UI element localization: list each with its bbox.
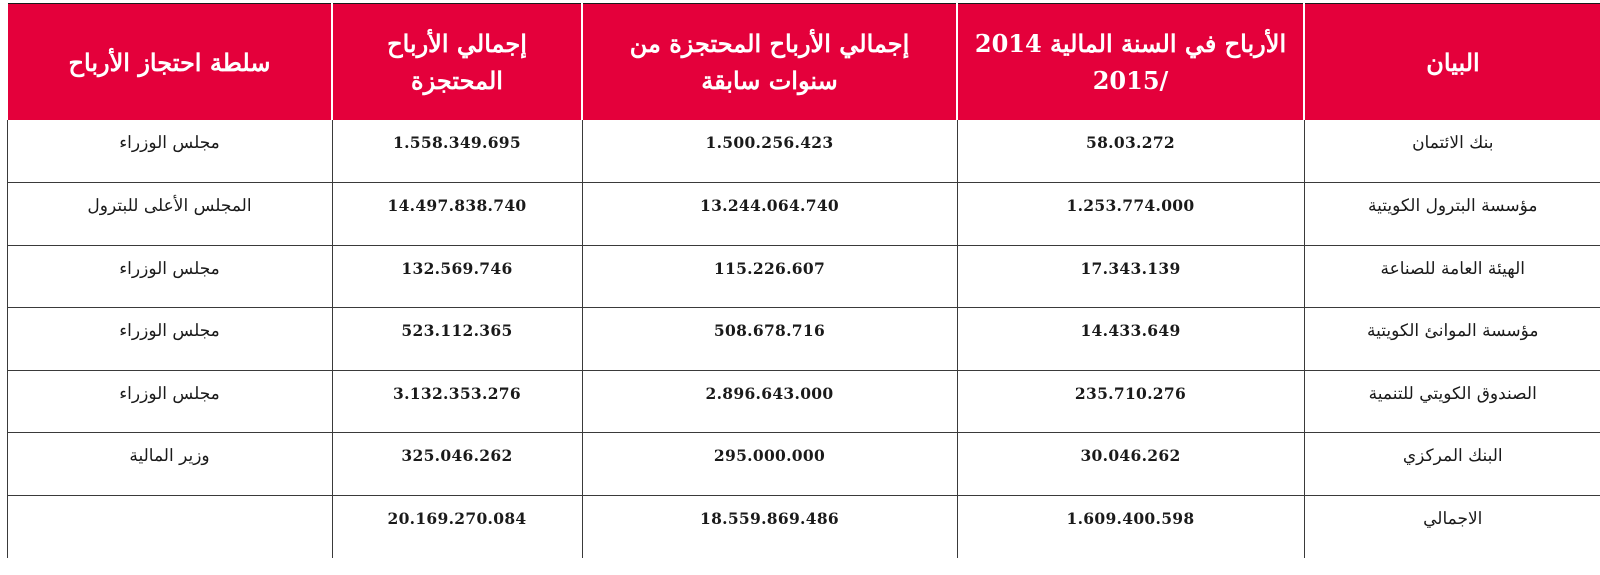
cell-authority: مجلس الوزراء bbox=[7, 120, 332, 183]
cell-entity: مؤسسة الموانئ الكويتية bbox=[1304, 308, 1600, 371]
cell-authority: مجلس الوزراء bbox=[7, 370, 332, 433]
cell-prior-profits: 2.896.643.000 bbox=[582, 370, 957, 433]
cell-total-profits: 325.046.262 bbox=[332, 433, 582, 496]
header-profits-fiscal-year: الأرباح في السنة المالية 2014 /2015 bbox=[957, 4, 1304, 121]
cell-total-profits: 3.132.353.276 bbox=[332, 370, 582, 433]
cell-authority: مجلس الوزراء bbox=[7, 245, 332, 308]
table-row bbox=[7, 183, 1600, 246]
cell-year-profits: 1.253.774.000 bbox=[957, 183, 1304, 246]
cell-entity: الهيئة العامة للصناعة bbox=[1304, 245, 1600, 308]
table-header-row bbox=[7, 4, 1600, 121]
cell-total-profits: 523.112.365 bbox=[332, 308, 582, 371]
cell-entity: مؤسسة البترول الكويتية bbox=[1304, 183, 1600, 246]
cell-entity: البنك المركزي bbox=[1304, 433, 1600, 496]
retained-profits-table bbox=[6, 3, 1600, 558]
table-row bbox=[7, 370, 1600, 433]
cell-year-profits: 235.710.276 bbox=[957, 370, 1304, 433]
header-prior-retained-profits: إجمالي الأرباح المحتجزة من سنوات سابقة bbox=[582, 4, 957, 121]
cell-entity: بنك الائتمان bbox=[1304, 120, 1600, 183]
table-row bbox=[7, 120, 1600, 183]
cell-grand-total-profits: 20.169.270.084 bbox=[332, 495, 582, 558]
cell-authority: المجلس الأعلى للبترول bbox=[7, 183, 332, 246]
cell-prior-profits: 295.000.000 bbox=[582, 433, 957, 496]
table-total-row bbox=[7, 495, 1600, 558]
cell-total-profits: 132.569.746 bbox=[332, 245, 582, 308]
cell-year-profits: 58.03.272 bbox=[957, 120, 1304, 183]
cell-total-prior-profits: 18.559.869.486 bbox=[582, 495, 957, 558]
header-retention-authority: سلطة احتجاز الأرباح bbox=[7, 4, 332, 121]
cell-total-authority bbox=[7, 495, 332, 558]
cell-prior-profits: 13.244.064.740 bbox=[582, 183, 957, 246]
retained-profits-table-container bbox=[6, 3, 1600, 572]
table-row bbox=[7, 245, 1600, 308]
cell-total-year-profits: 1.609.400.598 bbox=[957, 495, 1304, 558]
cell-prior-profits: 1.500.256.423 bbox=[582, 120, 957, 183]
cell-total-profits: 1.558.349.695 bbox=[332, 120, 582, 183]
cell-authority: وزير المالية bbox=[7, 433, 332, 496]
table-row bbox=[7, 433, 1600, 496]
cell-authority: مجلس الوزراء bbox=[7, 308, 332, 371]
cell-prior-profits: 115.226.607 bbox=[582, 245, 957, 308]
cell-total-label: الاجمالي bbox=[1304, 495, 1600, 558]
header-total-retained-profits: إجمالي الأرباح المحتجزة bbox=[332, 4, 582, 121]
cell-prior-profits: 508.678.716 bbox=[582, 308, 957, 371]
cell-year-profits: 30.046.262 bbox=[957, 433, 1304, 496]
cell-year-profits: 14.433.649 bbox=[957, 308, 1304, 371]
table-row bbox=[7, 308, 1600, 371]
cell-total-profits: 14.497.838.740 bbox=[332, 183, 582, 246]
header-statement: البيان bbox=[1304, 4, 1600, 121]
cell-entity: الصندوق الكويتي للتنمية bbox=[1304, 370, 1600, 433]
cell-year-profits: 17.343.139 bbox=[957, 245, 1304, 308]
